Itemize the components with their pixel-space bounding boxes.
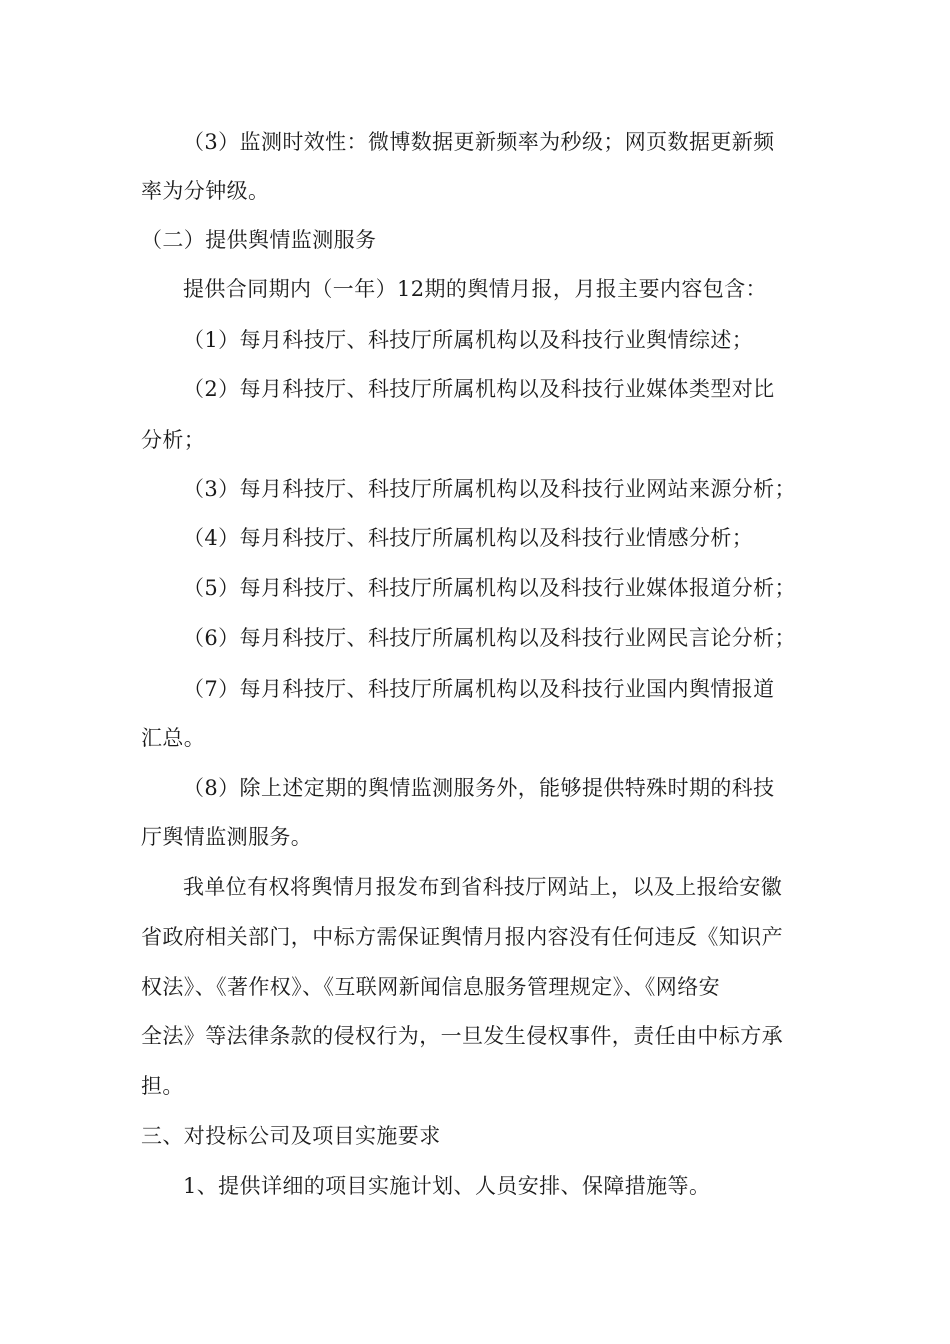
paragraph-line: 担。 xyxy=(141,1074,184,1098)
paragraph-line: 权法》、《著作权》、《互联网新闻信息服务管理规定》、《网络安 xyxy=(141,975,720,999)
list-item: （4）每月科技厅、科技厅所属机构以及科技行业情感分析； xyxy=(183,526,754,550)
text-line: 分析； xyxy=(141,428,206,452)
list-item: （5）每月科技厅、科技厅所属机构以及科技行业媒体报道分析； xyxy=(183,576,796,600)
list-item: 1、提供详细的项目实施计划、人员安排、保障措施等。 xyxy=(183,1174,711,1198)
list-item: （2）每月科技厅、科技厅所属机构以及科技行业媒体类型对比 xyxy=(183,377,775,401)
list-item: （8）除上述定期的舆情监测服务外，能够提供特殊时期的科技 xyxy=(183,776,775,800)
list-item: （6）每月科技厅、科技厅所属机构以及科技行业网民言论分析； xyxy=(183,626,796,650)
list-item: （7）每月科技厅、科技厅所属机构以及科技行业国内舆情报道 xyxy=(183,677,775,701)
list-item: （3）每月科技厅、科技厅所属机构以及科技行业网站来源分析； xyxy=(183,477,796,501)
paragraph-line: 省政府相关部门，中标方需保证舆情月报内容没有任何违反《知识产 xyxy=(141,925,783,949)
text-line: 提供合同期内（一年）12期的舆情月报，月报主要内容包含： xyxy=(183,277,767,301)
list-item: （1）每月科技厅、科技厅所属机构以及科技行业舆情综述； xyxy=(183,328,754,352)
paragraph-line: 全法》等法律条款的侵权行为，一旦发生侵权事件，责任由中标方承 xyxy=(141,1024,783,1048)
text-line: 汇总。 xyxy=(141,726,206,750)
paragraph-line: 我单位有权将舆情月报发布到省科技厅网站上，以及上报给安徽 xyxy=(183,875,783,899)
section-heading: 三、对投标公司及项目实施要求 xyxy=(141,1124,441,1148)
section-heading: （二）提供舆情监测服务 xyxy=(141,228,377,252)
text-line: 厅舆情监测服务。 xyxy=(141,825,313,849)
text-line: （3）监测时效性：微博数据更新频率为秒级；网页数据更新频 xyxy=(183,130,775,154)
text-line: 率为分钟级。 xyxy=(141,179,270,203)
